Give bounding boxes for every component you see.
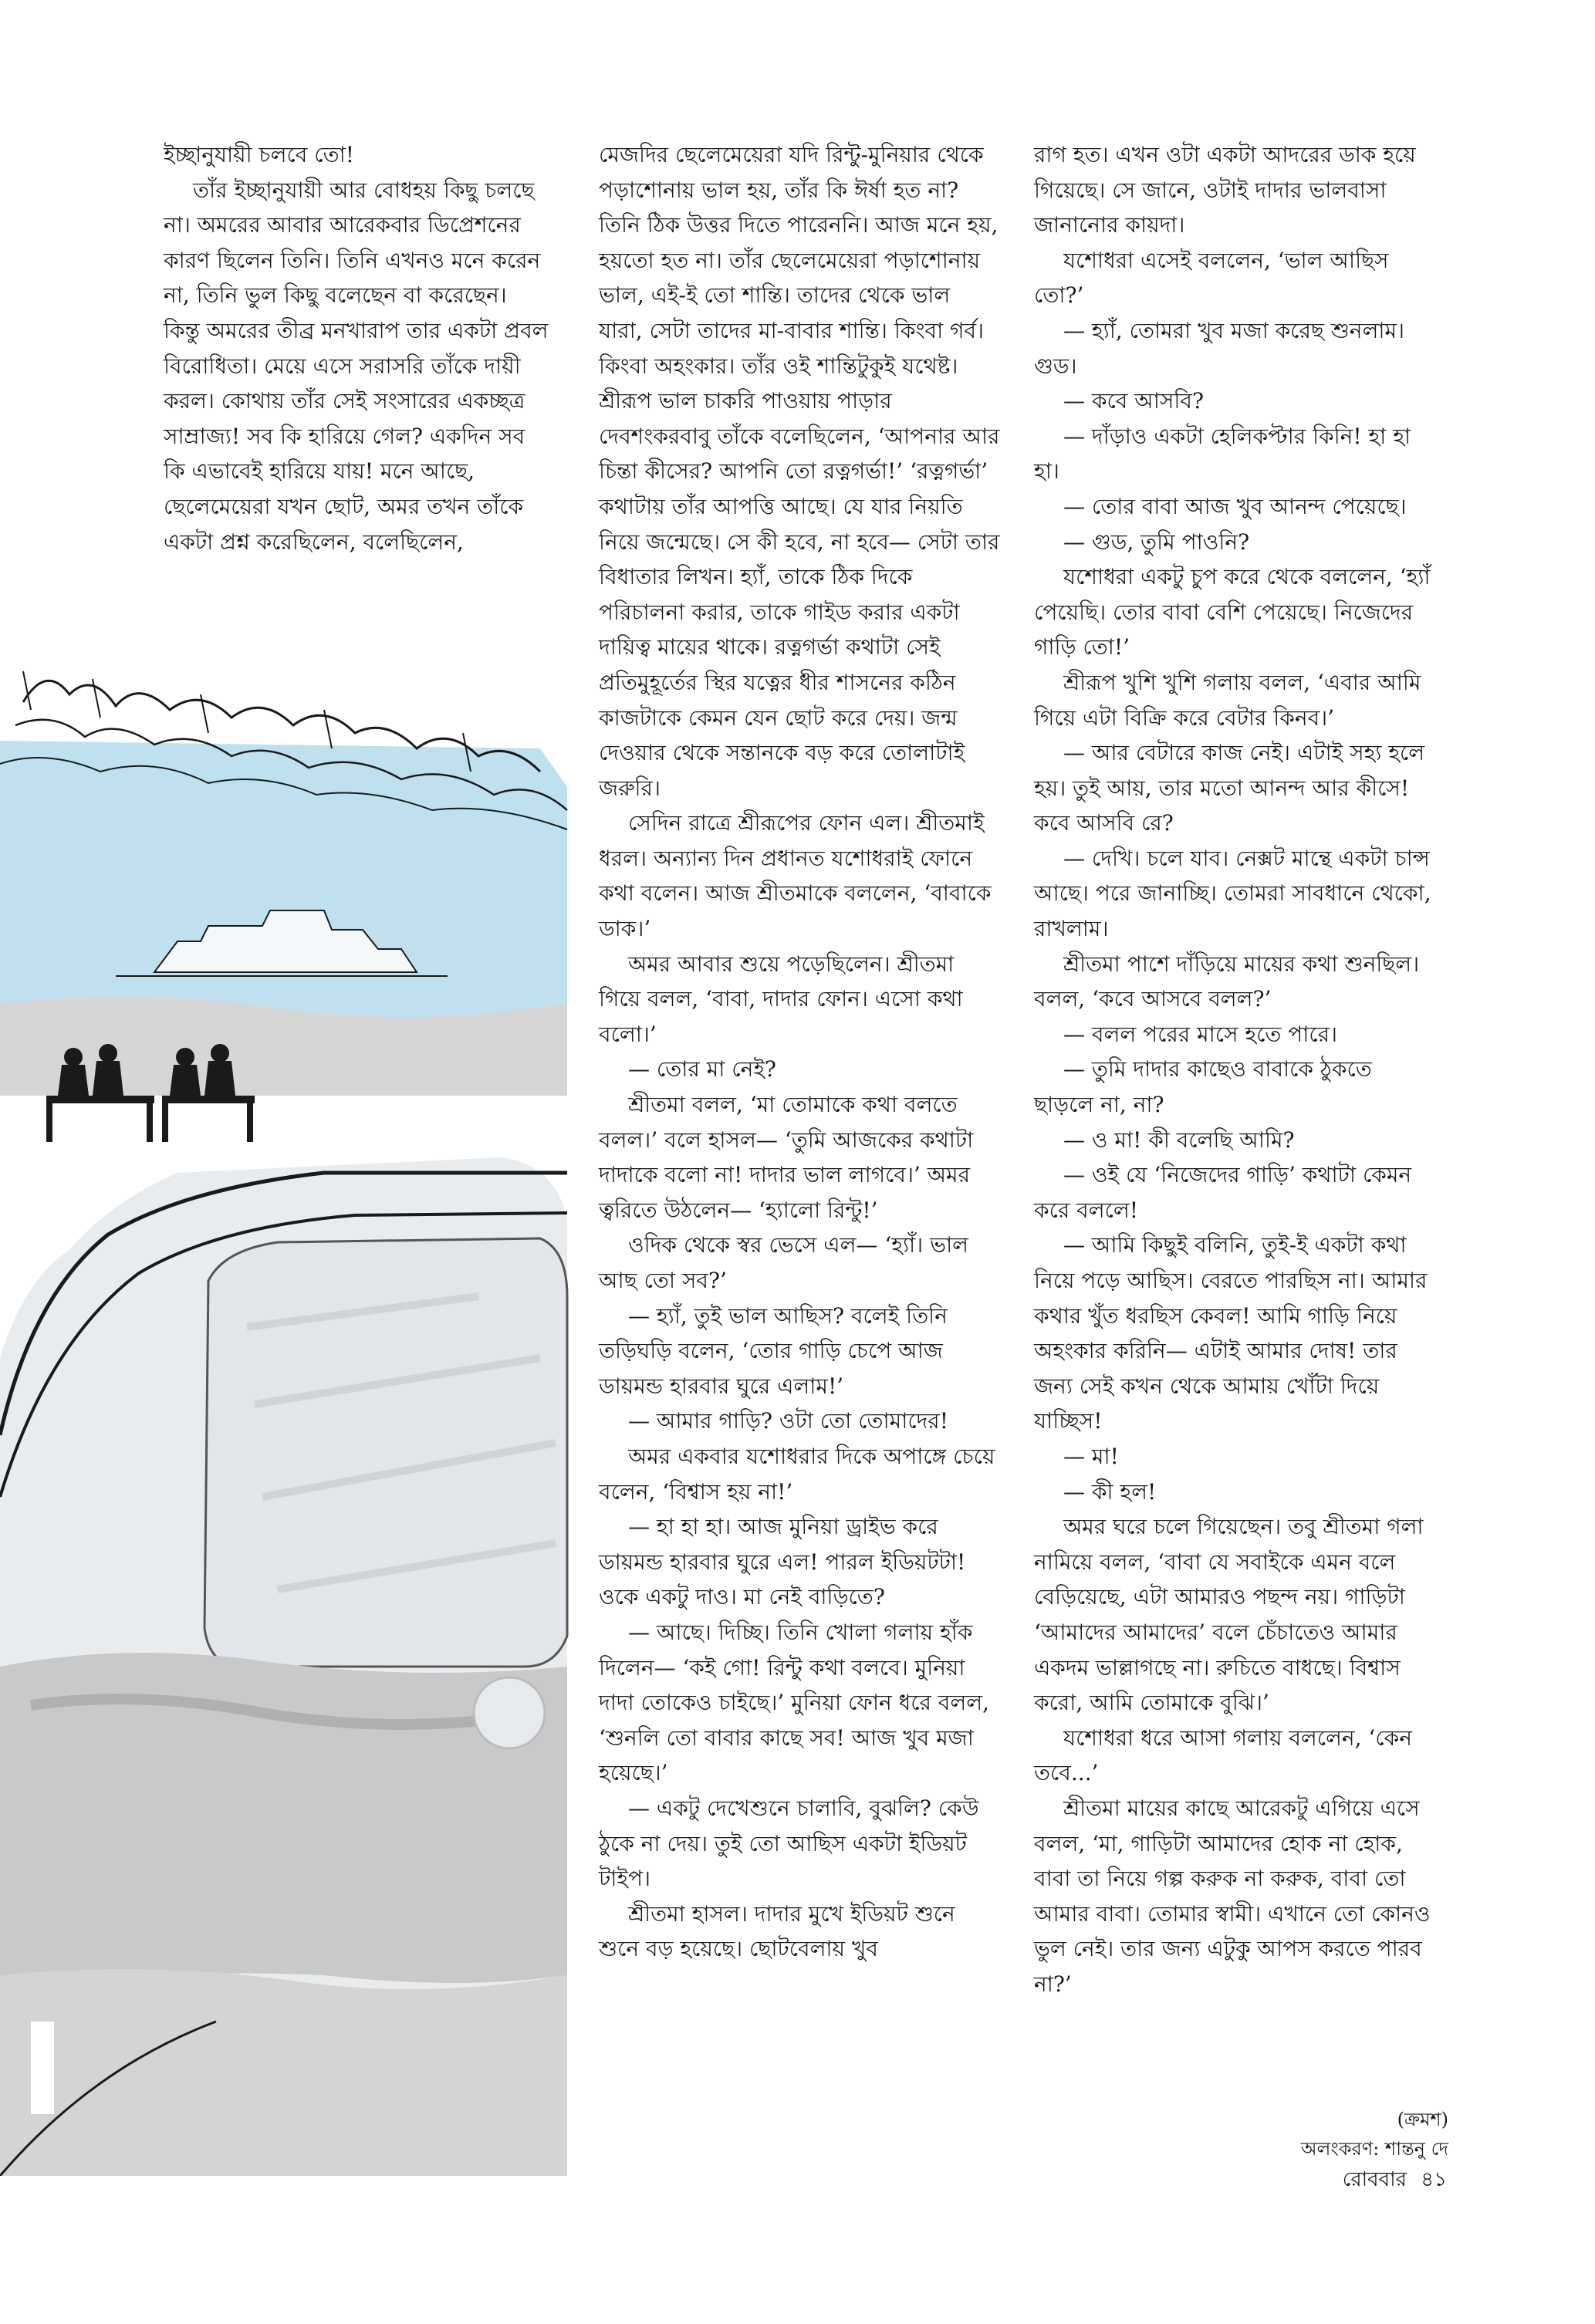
- paragraph: — তুমি দাদার কাছেও বাবাকে ঠুকতে ছাড়লে না, না?: [1034, 1056, 1372, 1118]
- paragraph: — আর বেটারে কাজ নেই। এটাই সহ্য হলে হয়। তুই আয়, তার মতো আনন্দ আর কীসে! কবে আসবি রে?: [1034, 740, 1425, 836]
- car-sketch-illustration: [0, 664, 571, 2176]
- paragraph: অমর একবার যশোধরার দিকে অপাঙ্গে চেয়ে বলেন, ‘বিশ্বাস হয় না!’: [599, 1443, 995, 1505]
- paragraph: রাগ হত। এখন ওটা একটা আদরের ডাক হয়ে গিয়েছে। সে জানে, ওটাই দাদার ভালবাসা জানানোর কায়দা।: [1034, 142, 1416, 238]
- paragraph: — ওই যে ‘নিজেদের গাড়ি’ কথাটা কেমন করে বললে!: [1034, 1162, 1412, 1223]
- paragraph: — হা হা হা। আজ মুনিয়া ড্রাইভ করে ডায়মন্ড হারবার ঘুরে এল! পারল ইডিয়টটা! ওকে একটু দাও। মা নেই বাড়িতে?: [599, 1514, 966, 1610]
- paragraph: শ্রীতমা বলল, ‘মা তোমাকে কথা বলতে বলল।’ বলে হাসল— ‘তুমি আজকের কথাটা দাদাকে বলো না! দাদার ভাল লাগবে।’ অমর ত্বরিতে উঠলেন— ‘হ্যালো রিন্টু!’: [599, 1092, 974, 1223]
- paragraph: — কবে আসবি?: [1063, 388, 1204, 414]
- illustration-credit: [1301, 2134, 1448, 2164]
- paragraph: — তোর মা নেই?: [628, 1056, 776, 1083]
- paragraph: অমর ঘরে চলে গিয়েছেন। তবু শ্রীতমা গলা নামিয়ে বলল, ‘বাবা যে সবাইকে এমন বলে বেড়িয়েছে, এটা আমারও পছন্দ নয়। গাড়িটা ‘আমাদের আমাদের’ বলে চেঁচাতেও আমার একদম ভাল্লাগছে না। রুচিতে বাধছে। বিশ্বাস করো, আমি তোমাকে বুঝি।’: [1034, 1514, 1424, 1716]
- credits: [1301, 2105, 1448, 2164]
- page-number: ৪১: [1421, 2168, 1447, 2191]
- text-column-2: [599, 137, 1000, 1967]
- illustration-label: অলংকরণ:: [1300, 2138, 1380, 2160]
- page-footer: [1335, 2164, 1447, 2197]
- paragraph: শ্রীতমা হাসল। দাদার মুখে ইডিয়ট শুনে শুনে বড় হয়েছে। ছোটবেলায় খুব: [599, 1900, 955, 1962]
- paragraph: — হ্যাঁ, তোমরা খুব মজা করেছ শুনলাম। গুড।: [1034, 317, 1405, 379]
- paragraph: মেজদির ছেলেমেয়েরা যদি রিন্টু-মুনিয়ার থেকে পড়াশোনায় ভাল হয়, তাঁর কি ঈর্ষা হত না? তিনি ঠিক উত্তর দিতে পারেননি। আজ মনে হয়, হয়তো হত না। তাঁর ছেলেমেয়েরা পড়াশোনায় ভাল, এই-ই তো শান্তি। তাদের থেকে ভাল যারা, সেটা তাদের মা-বাবার শান্তি। কিংবা গর্ব। কিংবা অহংকার। তাঁর ওই শান্তিটুকুই যথেষ্ট। শ্রীরূপ ভাল চাকরি পাওয়ায় পাড়ার দেবশংকরবাবু তাঁকে বলেছিলেন, ‘আপনার আর চিন্তা কীসের? আপনি তো রত্নগর্ভা!’ ‘রত্নগর্ভা’ কথাটায় তাঁর আপত্তি আছে। যে যার নিয়তি নিয়ে জন্মেছে। সে কী হবে, না হবে— সেটা তার বিধাতার লিখন। হ্যাঁ, তাকে ঠিক দিকে পরিচালনা করার, তাকে গাইড করার একটা দায়িত্ব মায়ের থাকে। রত্নগর্ভা কথাটা সেই প্রতিমুহূর্তের স্থির যত্নের ধীর শাসনের কঠিন কাজটাকে কেমন যেন ছোট করে দেয়। জন্ম দেওয়ার থেকে সন্তানকে বড় করে তোলাটাই জরুরি।: [599, 142, 1000, 801]
- paragraph: শ্রীতমা মায়ের কাছে আরেকটু এগিয়ে এসে বলল, ‘মা, গাড়িটা আমাদের হোক না হোক, বাবা তা নিয়ে গল্প করুক না করুক, বাবা তো আমার বাবা। তোমার স্বামী। এখানে তো কোনও ভুল নেই। তার জন্য এটুকু আপস করতে পারব না?’: [1034, 1795, 1431, 1997]
- paragraph: — একটু দেখেশুনে চালাবি, বুঝলি? কেউ ঠুকে না দেয়। তুই তো আছিস একটা ইডিয়ট টাইপ।: [599, 1795, 979, 1892]
- paragraph: — গুড, তুমি পাওনি?: [1063, 529, 1250, 555]
- paragraph: — হ্যাঁ, তুই ভাল আছিস? বলেই তিনি তড়িঘড়ি বলেন, ‘তোর গাড়ি চেপে আজ ডায়মন্ড হারবার ঘুরে এলাম!’: [599, 1302, 948, 1399]
- paragraph: — মা!: [1063, 1443, 1119, 1469]
- text-column-1: [164, 137, 549, 559]
- paragraph: — কী হল!: [1063, 1478, 1157, 1505]
- paragraph: — আমি কিছুই বলিনি, তুই-ই একটা কথা নিয়ে পড়ে আছিস। বেরতে পারছিস না। আমার কথার খুঁত ধরছিস কেবল! আমি গাড়ি নিয়ে অহংকার করিনি— এটাই আমার দোষ! তার জন্য সেই কখন থেকে আমায় খোঁটা দিয়ে যাচ্ছিস!: [1034, 1232, 1428, 1434]
- paragraph: অমর আবার শুয়ে পড়েছিলেন। শ্রীতমা গিয়ে বলল, ‘বাবা, দাদার ফোন। এসো কথা বলো।’: [599, 951, 963, 1047]
- paragraph: সেদিন রাত্রে শ্রীরূপের ফোন এল। শ্রীতমাই ধরল। অন্যান্য দিন প্রধানত যশোধরাই ফোনে কথা বলেন। আজ শ্রীতমাকে বললেন, ‘বাবাকে ডাক।’: [599, 810, 992, 942]
- paragraph: — আছে। দিচ্ছি। তিনি খোলা গলায় হাঁক দিলেন— ‘কই গো! রিন্টু কথা বলবে। মুনিয়া দাদা তোকেও চাইছে।’ মুনিয়া ফোন ধরে বলল, ‘শুনলি তো বাবার কাছে সব! আজ খুব মজা হয়েছে।’: [599, 1619, 990, 1786]
- paragraph: — বলল পরের মাসে হতে পারে।: [1063, 1021, 1338, 1047]
- paragraph: শ্রীরূপ খুশি খুশি গলায় বলল, ‘এবার আমি গিয়ে এটা বিক্রি করে বেটার কিনব।’: [1034, 669, 1421, 731]
- paragraph: — আমার গাড়ি? ওটা তো তোমাদের!: [628, 1408, 948, 1434]
- paragraph: যশোধরা ধরে আসা গলায় বললেন, ‘কেন তবে...’: [1034, 1724, 1412, 1786]
- paragraph: — ও মা! কী বলেছি আমি?: [1063, 1127, 1295, 1153]
- paragraph: ওদিক থেকে স্বর ভেসে এল— ‘হ্যাঁ। ভাল আছ তো সব?’: [599, 1232, 968, 1293]
- paragraph: — দেখি। চলে যাব। নেক্সট মান্থে একটা চান্স আছে। পরে জানাচ্ছি। তোমরা সাবধানে থেকো, রাখলাম।: [1034, 845, 1431, 942]
- paragraph: — তোর বাবা আজ খুব আনন্দ পেয়েছে।: [1063, 493, 1407, 519]
- illustrator-name: শান্তনু দে: [1384, 2138, 1448, 2160]
- magazine-name: রোববার: [1342, 2168, 1407, 2191]
- continued-label: (ক্রমশ): [1397, 2109, 1448, 2130]
- paragraph: শ্রীতমা পাশে দাঁড়িয়ে মায়ের কথা শুনছিল। বলল, ‘কবে আসবে বলল?’: [1034, 951, 1420, 1012]
- paragraph: যশোধরা এসেই বললেন, ‘ভাল আছিস তো?’: [1034, 247, 1389, 309]
- paragraph: ইচ্ছানুযায়ী চলবে তো!: [164, 142, 355, 167]
- car-headlight: [474, 1677, 545, 1748]
- paragraph: তাঁর ইচ্ছানুযায়ী আর বোধহয় কিছু চলছে না। অমরের আবার আরেকবার ডিপ্রেশনের কারণ ছিলেন তিনি। তিনি এখনও মনে করেন না, তিনি ভুল কিছু বলেছেন বা করেছেন। কিন্তু অমরের তীব্র মনখারাপ তার একটা প্রবল বিরোধিতা। মেয়ে এসে সরাসরি তাঁকে দায়ী করল। কোথায় তাঁর সেই সংসারের একচ্ছত্র সাম্রাজ্য! সব কি হারিয়ে গেল? একদিন সব কি এভাবেই হারিয়ে যায়! মনে আছে, ছেলেমেয়েরা যখন ছোট, অমর তখন তাঁকে একটা প্রশ্ন করেছিলেন, বলেছিলেন,: [164, 177, 549, 555]
- paragraph: যশোধরা একটু চুপ করে থেকে বললেন, ‘হ্যাঁ পেয়েছি। তোর বাবা বেশি পেয়েছে। নিজেদের গাড়ি তো!’: [1034, 564, 1431, 660]
- paragraph: — দাঁড়াও একটা হেলিকপ্টার কিনি! হা হা হা।: [1034, 423, 1411, 485]
- text-column-3: [1034, 137, 1435, 2001]
